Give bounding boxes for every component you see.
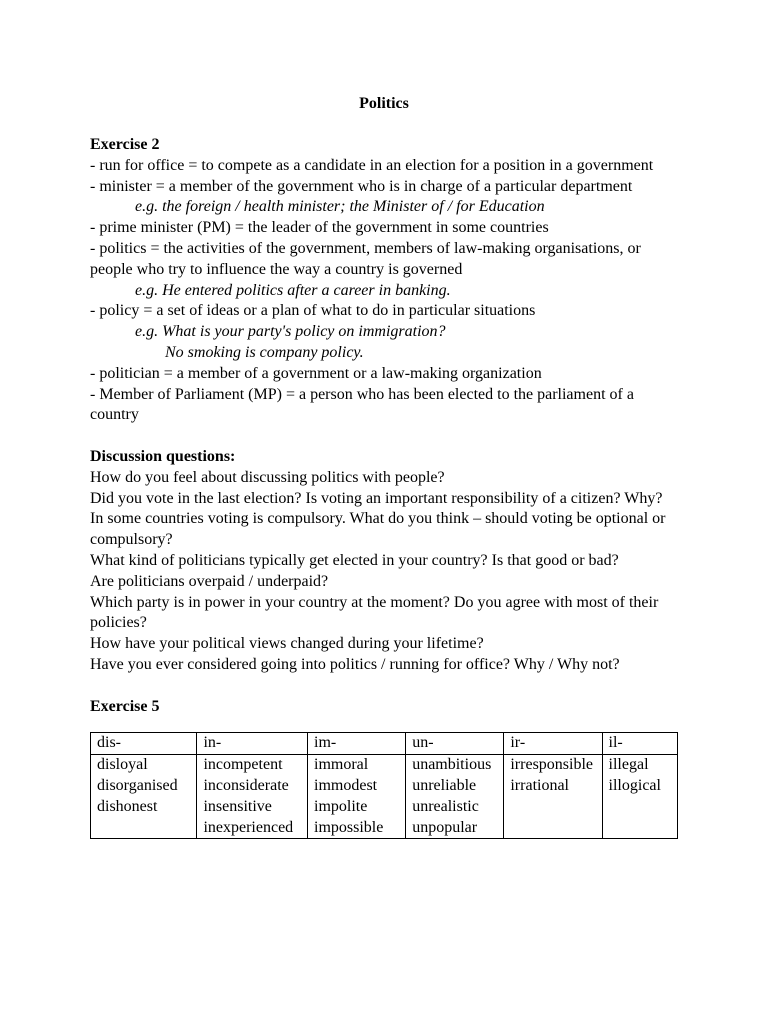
page-title: Politics (359, 95, 409, 112)
example-policy-2: No smoking is company policy. (165, 343, 364, 361)
table-word: impolite (314, 797, 368, 815)
table-header-cell: un- (406, 733, 504, 755)
table-word: unreliable (412, 776, 477, 794)
discussion-question: In some countries voting is compulsory. What do you think – should voting be optional or compulsory? (90, 510, 666, 549)
example-politics: e.g. He entered politics after a career in banking. (135, 281, 451, 299)
table-word: immoral (314, 756, 369, 774)
discussion-question: Which party is in power in your country at the moment? Do you agree with most of their policies? (90, 593, 659, 632)
definition-policy: - policy = a set of ideas or a plan of what to do in particular situations (90, 302, 536, 320)
discussion-question: Are politicians overpaid / underpaid? (90, 572, 329, 590)
table-header-cell: il- (602, 733, 677, 755)
definition-run-for-office: - run for office = to compete as a candidate in an election for a position in a government (90, 156, 654, 174)
table-word: unrealistic (412, 797, 479, 815)
table-word: incompetent (203, 756, 283, 774)
discussion-question: Have you ever considered going into politics / running for office? Why / Why not? (90, 655, 620, 673)
example-minister: e.g. the foreign / health minister; the Minister of / for Education (135, 198, 545, 216)
discussion-question: How have your political views changed during your lifetime? (90, 635, 484, 653)
table-cell-il (602, 755, 677, 839)
table-header-cell: in- (197, 733, 308, 755)
table-word: unambitious (412, 756, 492, 774)
table-word: impossible (314, 818, 384, 836)
table-word: irresponsible (510, 756, 594, 774)
table-word: unpopular (412, 818, 478, 836)
table-word: illegal (608, 756, 649, 774)
document-body (90, 135, 680, 839)
definition-minister: - minister = a member of the government who is in charge of a particular department (90, 177, 633, 195)
discussion-question: How do you feel about discussing politics with people? (90, 468, 445, 486)
table-cell-dis (91, 755, 197, 839)
table-cell-in (197, 755, 308, 839)
definition-mp: - Member of Parliament (MP) = a person who has been elected to the parliament of a country (90, 385, 634, 424)
definition-prime-minister: - prime minister (PM) = the leader of the government in some countries (90, 219, 549, 237)
table-header-cell: ir- (504, 733, 602, 755)
discussion-question: What kind of politicians typically get elected in your country? Is that good or bad? (90, 551, 619, 569)
prefix-table (90, 732, 678, 839)
example-policy-1: e.g. What is your party's policy on immigration? (135, 323, 446, 341)
table-cell-un (406, 755, 504, 839)
exercise-5-heading: Exercise 5 (90, 697, 160, 715)
table-header-cell: im- (308, 733, 406, 755)
discussion-heading: Discussion questions: (90, 447, 236, 465)
table-word: irrational (510, 776, 569, 794)
exercise-2-heading: Exercise 2 (90, 136, 160, 153)
table-cell-im (308, 755, 406, 839)
table-word: dishonest (97, 797, 158, 815)
table-header-row (91, 733, 678, 755)
table-word: inexperienced (203, 818, 294, 836)
discussion-question: Did you vote in the last election? Is voting an important responsibility of a citizen? Why? (90, 489, 663, 507)
definition-politics: - politics = the activities of the government, members of law-making organisations, or people who try to influence the way a country is governed (90, 239, 641, 278)
table-word: inconsiderate (203, 776, 289, 794)
table-word: disloyal (97, 756, 148, 774)
table-cell-ir (504, 755, 602, 839)
table-word: disorganised (97, 776, 178, 794)
table-word: immodest (314, 776, 378, 794)
table-word: illogical (608, 776, 661, 794)
definition-politician: - politician = a member of a government or a law-making organization (90, 364, 542, 382)
table-row (91, 755, 678, 839)
table-header-cell: dis- (91, 733, 197, 755)
table-word: insensitive (203, 797, 272, 815)
